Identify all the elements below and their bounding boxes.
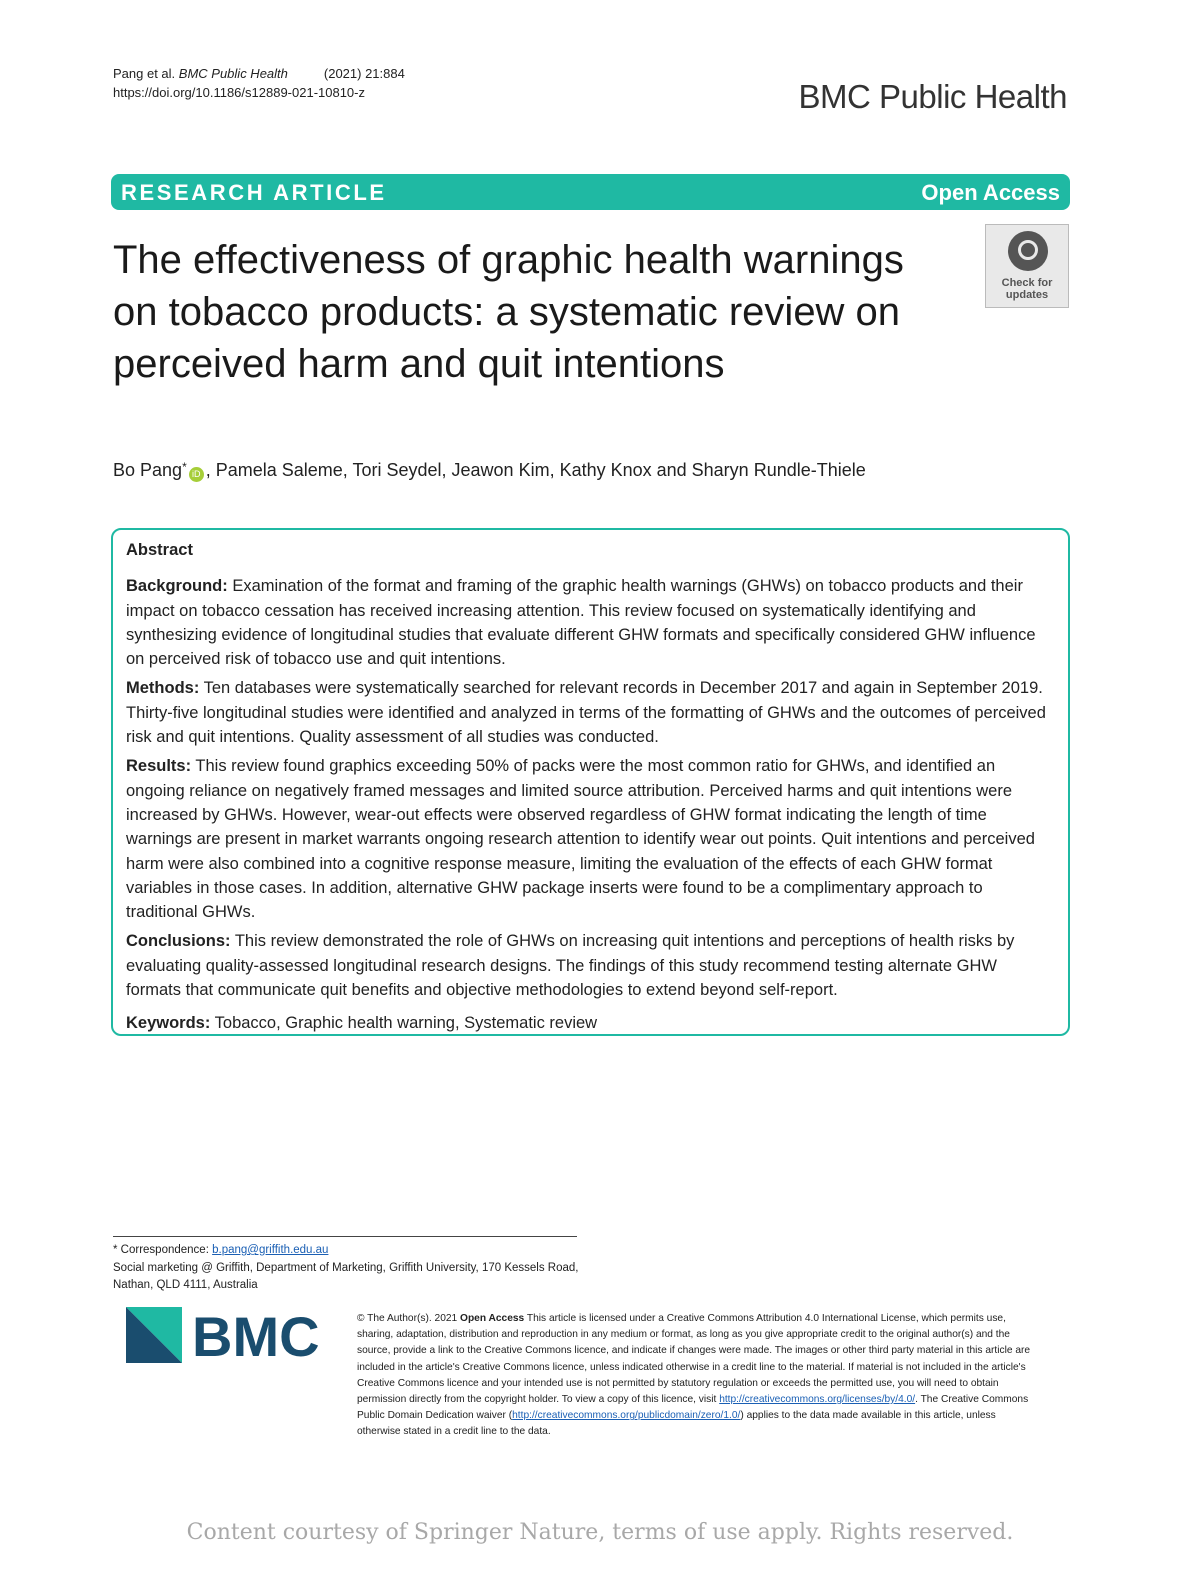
check-for-updates-badge[interactable] bbox=[985, 224, 1069, 308]
abstract-results bbox=[126, 754, 1056, 924]
bmc-logo-text: BMC bbox=[192, 1307, 320, 1363]
methods-text: Ten databases were systematically searched for relevant records in December 2017 and again in September 2019. Thirty-five longitudinal studies were identified and analyzed in terms of the formatting of GHWs and the outcomes of perceived risk and quit intentions. Quality assessment of all studies was conducted. bbox=[126, 679, 1046, 747]
license-part3: . The Creative Commons Public Domain Dedication waiver ( bbox=[357, 1394, 1029, 1422]
affiliation-text: Social marketing @ Griffith, Department of Marketing, Griffith University, 170 Kessels Road, Nathan, QLD 4111, Australia bbox=[113, 1261, 579, 1291]
background-label: Background: bbox=[126, 577, 228, 596]
abstract-content bbox=[126, 538, 1056, 1041]
citation-header bbox=[113, 64, 405, 102]
orcid-icon[interactable]: iD bbox=[189, 467, 204, 482]
cc-by-license-link[interactable]: http://creativecommons.org/licenses/by/4.0/ bbox=[719, 1394, 916, 1406]
conclusions-label: Conclusions: bbox=[126, 932, 231, 951]
article-type-label: RESEARCH ARTICLE bbox=[121, 180, 387, 205]
citation-year-volume: (2021) 21:884 bbox=[323, 66, 405, 81]
background-text: Examination of the format and framing of the graphic health warnings (GHWs) on tobacco products and their impact on tobacco cessation has received increasing attention. This review focused on systematically identifying and synthesizing evidence of longitudinal studies that evaluate different GHW formats and specifically considered GHW influence on perceived risk of tobacco use and quit intentions. bbox=[126, 577, 1036, 669]
bmc-logo bbox=[126, 1307, 336, 1363]
cc-zero-license-link[interactable]: http://creativecommons.org/publicdomain/zero/1.0/ bbox=[512, 1410, 741, 1422]
license-part1: © The Author(s). 2021 bbox=[357, 1313, 461, 1324]
crossmark-text bbox=[986, 277, 1068, 301]
methods-label: Methods: bbox=[126, 679, 200, 698]
abstract-keywords bbox=[126, 1011, 1056, 1035]
abstract-box bbox=[111, 528, 1070, 1036]
license-part2: This article is licensed under a Creative Commons Attribution 4.0 International License, which permits use, sharing, adaptation, distribution and reproduction in any medium or format, as long as you give appropriate credit to the original author(s) and the source, provide a link to the Creative Commons licence, and indicate if changes were made. The images or other third party material in this article are included in the article's Creative Commons licence, unless indicated otherwise in a credit line to the material. If material is not included in the article's Creative Commons licence and your intended use is not permitted by statutory regulation or exceeds the permitted use, you will need to obtain permission directly from the copyright holder. To view a copy of this licence, visit bbox=[357, 1313, 1031, 1406]
courtesy-watermark: Content courtesy of Springer Nature, terms of use apply. Rights reserved. bbox=[186, 1520, 1014, 1545]
results-text: This review found graphics exceeding 50% of packs were the most common ratio for GHWs, and identified an ongoing reliance on negatively framed messages and limited source attribution. Perceived harms and quit intentions were increased by GHWs. However, wear-out effects were observed regardless of GHW format indicating the length of time warnings are present in market warrants ongoing research attention to identify wear out points. Quit intentions and perceived harm were also combined into a cognitive response measure, limiting the evaluation of the effects of each GHW format variables in those cases. In addition, alternative GHW package inserts were found to be a complimentary approach to traditional GHWs. bbox=[126, 757, 1035, 922]
author-list bbox=[113, 460, 866, 482]
doi-link[interactable]: https://doi.org/10.1186/s12889-021-10810-z bbox=[113, 85, 365, 100]
other-authors: , Pamela Saleme, Tori Seydel, Jeawon Kim, Kathy Knox and Sharyn Rundle-Thiele bbox=[205, 460, 866, 480]
citation-authors: Pang et al. bbox=[113, 66, 176, 81]
first-author: Bo Pang bbox=[113, 460, 183, 480]
correspondence-footnote bbox=[113, 1242, 583, 1295]
correspondence-label: * Correspondence: bbox=[113, 1244, 209, 1256]
license-part4: ) applies to the data made available in this article, unless otherwise stated in a credit line to the data. bbox=[357, 1410, 996, 1438]
crossmark-line1: Check for bbox=[1001, 277, 1053, 289]
corresponding-star: * bbox=[182, 460, 187, 474]
keywords-label: Keywords: bbox=[126, 1014, 211, 1033]
abstract-heading: Abstract bbox=[126, 541, 193, 559]
keywords-text: Tobacco, Graphic health warning, Systematic review bbox=[214, 1014, 598, 1033]
crossmark-line2: updates bbox=[1005, 289, 1049, 301]
license-text bbox=[357, 1311, 1037, 1441]
crossmark-icon bbox=[1008, 231, 1048, 271]
abstract-methods bbox=[126, 676, 1056, 749]
correspondence-email-link[interactable]: b.pang@griffith.edu.au bbox=[212, 1244, 329, 1256]
results-label: Results: bbox=[126, 757, 192, 776]
article-title: The effectiveness of graphic health warnings on tobacco products: a systematic review on perceived harm and quit intentions bbox=[113, 238, 904, 386]
correspondence-line bbox=[113, 1242, 583, 1260]
footnote-divider bbox=[113, 1236, 577, 1237]
journal-brand: BMC Public Health bbox=[798, 78, 1067, 115]
abstract-background bbox=[126, 574, 1056, 671]
citation-line bbox=[113, 64, 405, 83]
abstract-conclusions bbox=[126, 929, 1056, 1002]
article-type-banner bbox=[111, 174, 1070, 210]
citation-journal: BMC Public Health bbox=[178, 66, 288, 81]
license-open-access: Open Access bbox=[460, 1313, 525, 1324]
conclusions-text: This review demonstrated the role of GHWs on increasing quit intentions and perceptions of health risks by evaluating quality-assessed longitudinal research designs. The findings of this study recommend testing alternate GHW formats that communicate quit benefits and objective methodologies to extend beyond self-report. bbox=[126, 932, 1015, 1000]
open-access-label: Open Access bbox=[921, 180, 1060, 205]
